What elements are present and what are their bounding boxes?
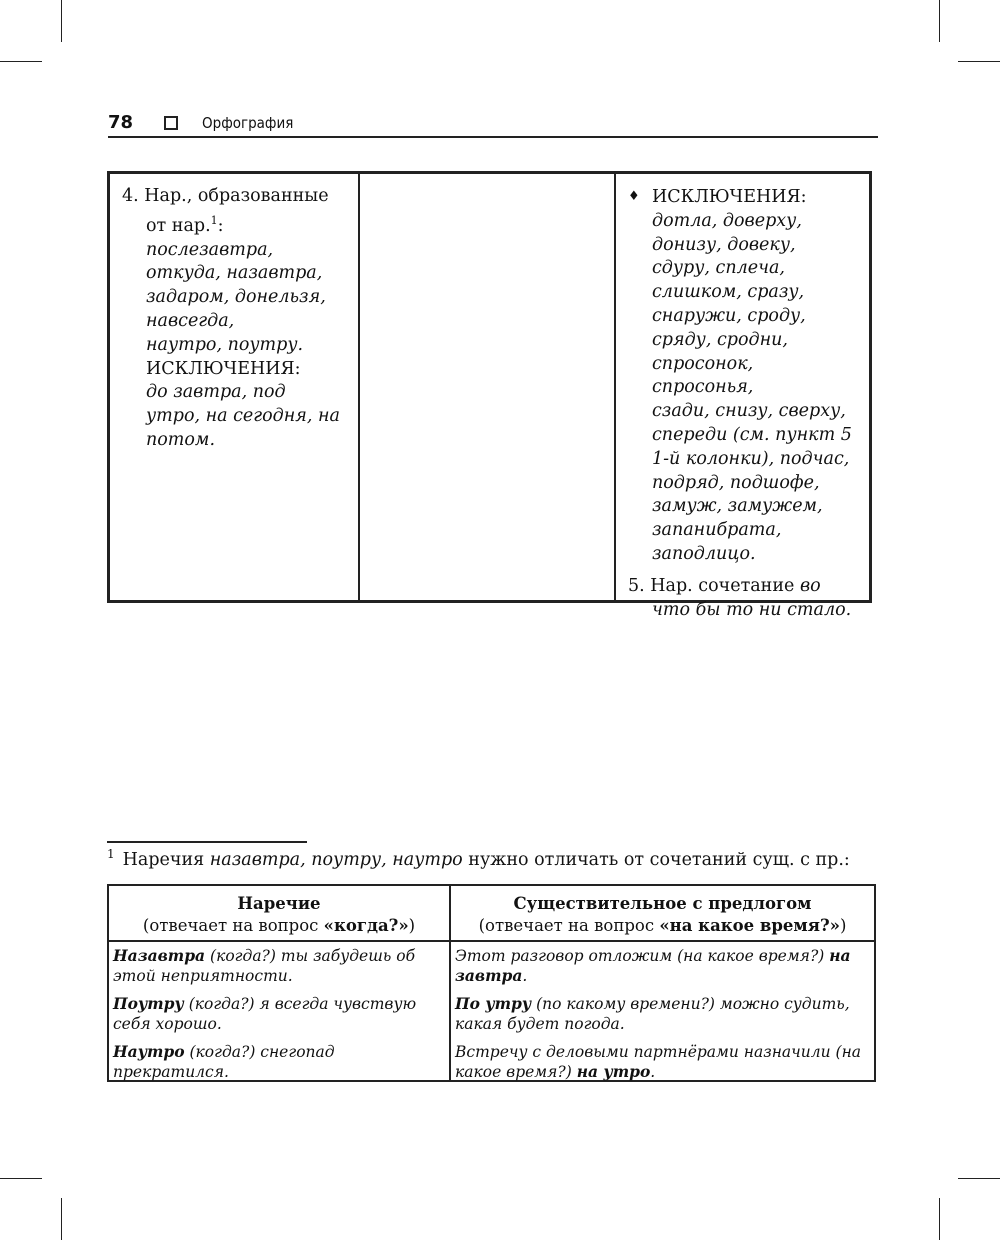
crop-mark (958, 1178, 1000, 1179)
noun-cell (455, 946, 873, 986)
exception-line: 1-й колонки), подчас, (652, 448, 850, 469)
exception-line: сряду, сродни, (652, 329, 788, 350)
column-divider (449, 886, 451, 1080)
crop-mark (958, 61, 1000, 62)
footnote (107, 847, 887, 870)
cell-text: (когда?) снегопад прекратился. (113, 1043, 335, 1081)
rule-column-1 (110, 174, 360, 600)
exception-line: сдуру, сплеча, (652, 258, 785, 279)
rule-heading: Нар., образованные (144, 186, 329, 206)
cell-text: Этот разговор отложим (на какое время?) (455, 947, 830, 965)
exceptions-label: ИСКЛЮЧЕНИЯ: (652, 187, 807, 207)
key-word: на утро (576, 1062, 651, 1081)
key-word: Поутру (113, 994, 184, 1013)
cell-text: Встречу с деловыми партнёрами назначили (на какое время?) (455, 1043, 862, 1081)
header-subtitle: (отвечает на вопрос (478, 916, 660, 935)
exception-line: запанибрата, (652, 520, 782, 541)
exceptions-block (628, 185, 859, 567)
item-number: 5. (628, 575, 645, 596)
footnote-text: нужно отличать от сочетаний сущ. с пр.: (468, 850, 850, 870)
crop-mark (61, 0, 62, 42)
example-text: во (799, 575, 821, 596)
item-number: 4. (122, 186, 139, 206)
crop-mark (939, 0, 940, 42)
exception-line: дотла, доверху, (652, 210, 802, 231)
cell-text: . (650, 1063, 656, 1081)
exception-line: замуж, замужем, (652, 496, 823, 517)
crop-mark (939, 1198, 940, 1240)
example-line: навсегда, (146, 310, 235, 331)
exception-line: донизу, довеку, (652, 234, 796, 255)
rule-item-5 (628, 575, 859, 623)
exception-line: снаружи, сроду, (652, 305, 806, 326)
running-head (108, 112, 878, 138)
rule-table (107, 171, 872, 620)
example-line: задаром, донельзя, (146, 287, 326, 308)
footnote-mark: 1 (107, 847, 115, 861)
exception-line: слишком, сразу, (652, 282, 805, 303)
rule-column-3 (616, 174, 869, 620)
adverb-cell (113, 1042, 447, 1082)
header-question: «на какое время?» (659, 916, 840, 935)
header-subtitle: ) (408, 916, 416, 935)
header-cell-noun (451, 893, 874, 937)
exception-line: спереди (см. пункт 5 (652, 424, 852, 445)
exception-line: утро, на сегодня, на (146, 406, 340, 427)
header-title: Существительное с предлогом (513, 894, 812, 913)
key-word: Назавтра (113, 946, 206, 965)
rule-text: Нар. сочетание (650, 575, 795, 596)
exception-line: подряд, подшофе, (652, 472, 820, 493)
exception-line: спросонок, спросонья, (652, 353, 754, 398)
header-title: Наречие (237, 894, 321, 913)
cell-text: (когда?) ты забудешь об этой неприятности. (113, 947, 416, 985)
crop-mark (0, 1178, 42, 1179)
header-subtitle: (отвечает на вопрос (142, 916, 324, 935)
crop-mark (0, 61, 42, 62)
header-cell-adverb (109, 893, 449, 937)
crop-mark (61, 1198, 62, 1240)
rule-column-2 (360, 174, 616, 600)
example-line: откуда, назавтра, (146, 263, 323, 284)
exception-line: заподлицо. (652, 543, 756, 564)
footnote-rule (107, 841, 307, 843)
table-header (109, 886, 874, 942)
header-question: «когда?» (323, 916, 409, 935)
rule-item-4 (122, 185, 348, 453)
example-line: наутро, поутру. (146, 334, 304, 355)
exception-line: сзади, снизу, сверху, (652, 401, 846, 422)
footnote-ref: 1 (210, 213, 218, 227)
diamond-bullet-icon: ♦ (628, 189, 640, 204)
cell-text: (когда?) я всегда чувствую себя хорошо. (113, 995, 417, 1033)
example-text: что бы то ни стало. (652, 599, 852, 620)
key-word: По утру (455, 994, 532, 1013)
adverb-cell (113, 994, 447, 1034)
noun-cell (455, 1042, 873, 1082)
key-word: Наутро (113, 1042, 185, 1061)
header-subtitle: ) (839, 916, 847, 935)
noun-cell (455, 994, 873, 1034)
rule-heading: от нар. (146, 215, 211, 236)
footnote-text: Наречия (122, 850, 205, 870)
exception-line: потом. (146, 429, 216, 450)
footnote-italic: назавтра, поутру, наутро (209, 850, 463, 870)
cell-text: . (522, 967, 528, 985)
comparison-table (107, 884, 876, 1082)
colon: : (217, 215, 224, 236)
adverb-cell (113, 946, 447, 986)
section-title: Орфография (202, 114, 294, 132)
cell-text: (по какому времени?) можно судить, какая будет погода. (455, 995, 850, 1033)
page-number: 78 (108, 112, 134, 133)
example-line: послезавтра, (146, 239, 274, 260)
exception-line: до завтра, под (146, 382, 286, 403)
square-bullet-icon (164, 116, 178, 130)
key-word: на завтра (455, 946, 851, 985)
exceptions-label: ИСКЛЮЧЕНИЯ: (146, 358, 301, 379)
